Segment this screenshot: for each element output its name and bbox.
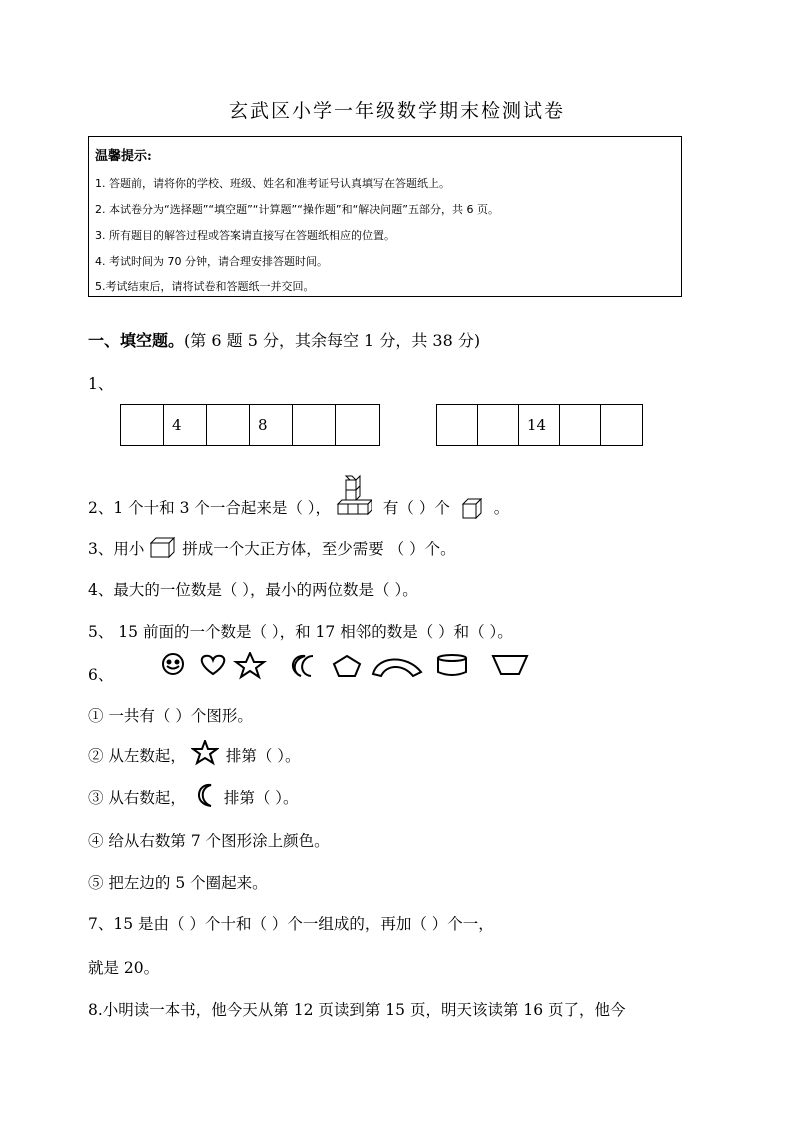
question-3-text-b: 拼成一个大正方体，至少需要 （ ）个。 xyxy=(182,540,456,558)
grid-cell: 8 xyxy=(250,405,293,445)
question-6-sub-1: ① 一共有（ ）个图形。 xyxy=(88,707,253,725)
notice-item: 2. 本试卷分为“选择题”“填空题”“计算题”“操作题”和“解决问题”五部分，共 6 页。 xyxy=(95,203,499,216)
pentagon-icon xyxy=(334,656,360,676)
question-4: 4、最大的一位数是（ ），最小的两位数是（ ）。 xyxy=(88,581,418,599)
question-6-sub-3-b: 排第（ ）。 xyxy=(223,789,299,807)
number-grid-a xyxy=(120,404,380,446)
question-3 xyxy=(88,537,456,559)
notice-box xyxy=(88,136,682,297)
moon-icon xyxy=(191,782,217,808)
moon-icon xyxy=(302,656,313,676)
question-2-text-c: 。 xyxy=(493,499,510,517)
question-7-line-1: 7、15 是由（ ）个十和（ ）个一组成的，再加（ ）个一， xyxy=(88,915,494,933)
question-2 xyxy=(88,496,509,520)
grid-cell[interactable] xyxy=(560,405,601,445)
grid-cell[interactable] xyxy=(336,405,379,445)
grid-cell[interactable] xyxy=(121,405,164,445)
grid-cell[interactable] xyxy=(601,405,642,445)
question-6-label: 6、 xyxy=(88,666,114,684)
question-6-sub-2-a: ② 从左数起， xyxy=(88,747,186,765)
arch-icon xyxy=(373,659,421,676)
notice-item: 4. 考试时间为 70 分钟，请合理安排答题时间。 xyxy=(95,255,328,268)
question-6-sub-5: ⑤ 把左边的 5 个圈起来。 xyxy=(88,874,268,892)
notice-item: 3. 所有题目的解答过程或答案请直接写在答题纸相应的位置。 xyxy=(95,229,395,242)
question-1-label: 1、 xyxy=(88,375,114,393)
question-6-sub-3-a: ③ 从右数起， xyxy=(88,789,186,807)
heart-icon xyxy=(202,656,225,674)
trapezoid-icon xyxy=(493,656,527,674)
question-2-text-a: 2、1 个十和 3 个一合起来是（ ）， xyxy=(88,499,332,517)
shape-row xyxy=(155,652,535,680)
notice-item: 1. 答题前，请将你的学校、班级、姓名和准考证号认真填写在答题纸上。 xyxy=(95,177,450,190)
number-grid-b xyxy=(436,404,643,446)
question-6-sub-2-b: 排第（ ）。 xyxy=(225,747,301,765)
question-8: 8.小明读一本书，他今天从第 12 页读到第 15 页，明天该读第 16 页了，他今 xyxy=(88,1001,626,1019)
grid-cell[interactable] xyxy=(293,405,336,445)
question-6-sub-4: ④ 给从右数第 7 个图形涂上颜色。 xyxy=(88,832,330,850)
grid-cell[interactable] xyxy=(437,405,478,445)
star-icon xyxy=(191,740,219,766)
page-title: 玄武区小学一年级数学期末检测试卷 xyxy=(228,100,565,122)
cube-icon xyxy=(149,537,177,559)
section-heading xyxy=(88,328,480,351)
grid-cell[interactable] xyxy=(478,405,519,445)
grid-cell: 4 xyxy=(164,405,207,445)
notice-item: 5.考试结束后，请将试卷和答题纸一并交回。 xyxy=(95,280,315,293)
question-7-line-2: 就是 20。 xyxy=(88,959,160,977)
smiley-icon xyxy=(163,654,183,674)
notice-heading: 温馨提示: xyxy=(95,149,152,164)
question-5: 5、 15 前面的一个数是（ ），和 17 相邻的数是（ ）和（ ）。 xyxy=(88,623,513,641)
grid-cell: 14 xyxy=(519,405,560,445)
stacked-cubes-icon xyxy=(336,474,372,520)
grid-cell[interactable] xyxy=(207,405,250,445)
section-title: 一、填空题。 xyxy=(88,331,185,350)
question-6-sub-2 xyxy=(88,744,301,766)
question-2-text-b: 有（ ）个 xyxy=(382,499,450,517)
cylinder-icon xyxy=(438,655,466,675)
question-3-text-a: 3、用小 xyxy=(88,540,145,558)
section-note: (第 6 题 5 分，其余每空 1 分，共 38 分) xyxy=(184,331,481,350)
question-6-sub-3 xyxy=(88,786,299,808)
cube-icon xyxy=(461,498,483,520)
star-icon xyxy=(236,653,264,677)
